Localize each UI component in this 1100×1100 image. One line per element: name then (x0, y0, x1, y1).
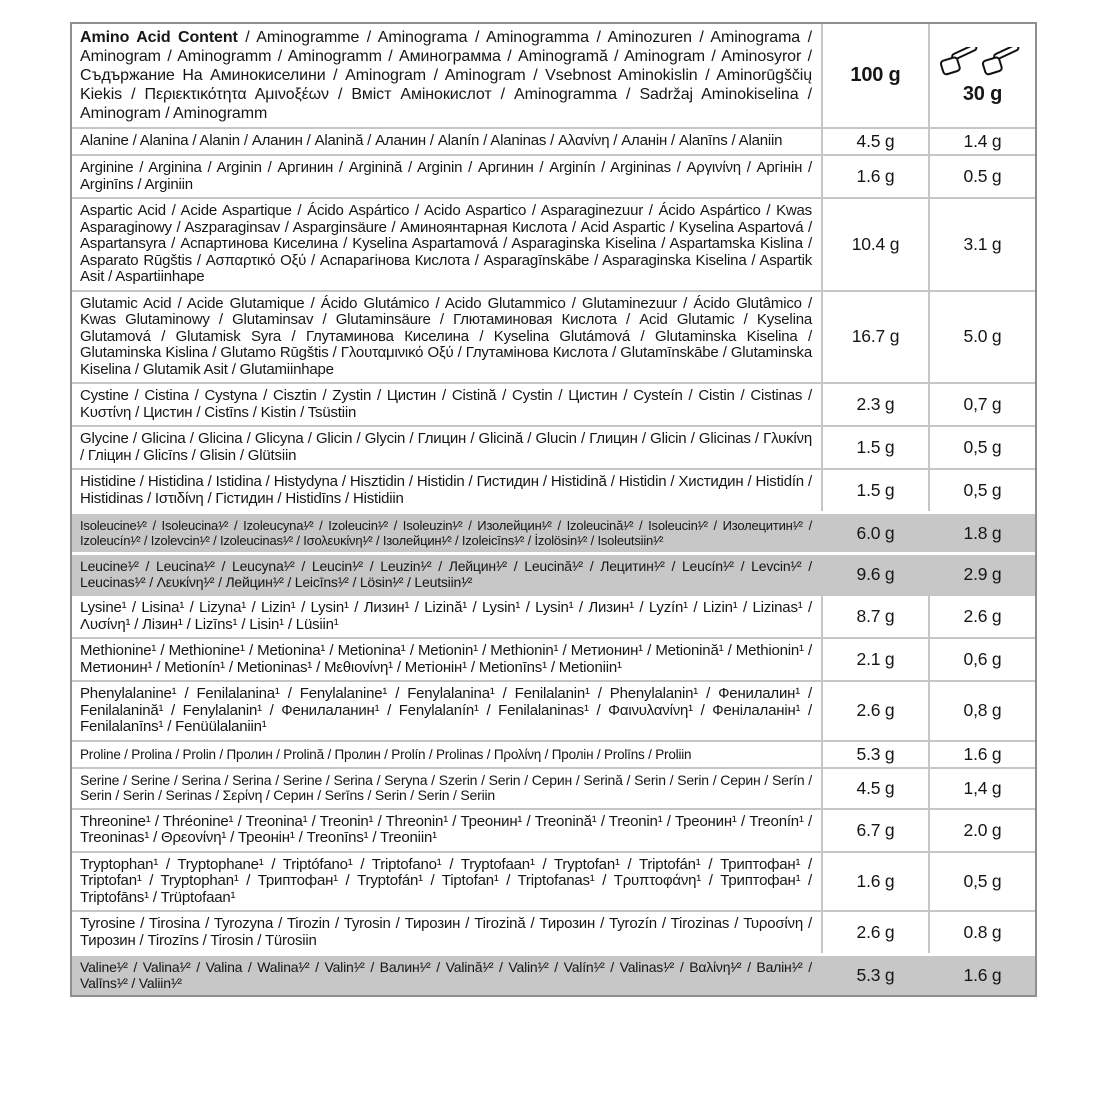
amino-acid-names: Glycine / Glicina / Glicina / Glicyna / Glicin / Glycin / Глицин / Glicină / Glucin / Глицин / Glicin / Glicinas / Γλυκίνη / Гліцин / Glicīns / Glisin / Glütsiin (80, 430, 812, 464)
table-row-proline (72, 740, 1035, 767)
amino-acid-names: Phenylalanine¹ / Fenilalanina¹ / Fenylalanine¹ / Fenylalanina¹ / Fenilalanin¹ / Phenylalanin¹ / Фенилалин¹ / Fenilalanină¹ / Fenylalanin¹ / Фенилаланин¹ / Fenylalanín¹ / Fenilalaninas¹ / Φαινυλανίνη¹ / Фенілаланін¹ / Fenilalanīns¹ / Fenüülalaniin¹ (80, 685, 812, 735)
column-header-100g (821, 24, 928, 127)
value-per-100g: 4.5 g (821, 129, 928, 154)
amino-acid-names: Tyrosine / Tirosina / Tyrozyna / Tirozin / Tyrosin / Тирозин / Tirozină / Тирозин / Tyrozín / Tirozinas / Τυροσίνη / Тирозин / Tirozīns / Tirosin / Türosiin (80, 915, 812, 949)
amino-acid-names-cell (72, 470, 821, 511)
table-row-cystine (72, 382, 1035, 425)
amino-acid-names: Isoleucine¹⁄² / Isoleucina¹⁄² / Izoleucyna¹⁄² / Izoleucin¹⁄² / Isoleuzin¹⁄² / Изолейцин¹⁄² / Izoleucină¹⁄² / Isoleucin¹⁄² / Изолецитин¹⁄² / Izoleucín¹⁄² / Izolevcin¹⁄² / Izoleucinas¹⁄² / Ισολευκίνη¹⁄² / Ізолейцин¹⁄² / Izoleicīns¹⁄² / İzolösin¹⁄² / Isoleutsiin¹⁄² (80, 518, 812, 548)
amino-acid-names: Valine¹⁄² / Valina¹⁄² / Valina / Walina¹⁄² / Valin¹⁄² / Валин¹⁄² / Valină¹⁄² / Valin¹⁄² / Valín¹⁄² / Valinas¹⁄² / Βαλίνη¹⁄² / Валін¹⁄² / Valīns¹⁄² / Valiin¹⁄² (80, 959, 812, 991)
table-header-row (72, 24, 1035, 127)
value-per-100g: 2.3 g (821, 384, 928, 425)
value-per-30g: 1.8 g (963, 522, 1002, 543)
column-header-100g-label: 100 g (850, 64, 901, 86)
value-per-100g: 4.5 g (821, 769, 928, 808)
amino-acid-names: Methionine¹ / Methionine¹ / Metionina¹ / Metionina¹ / Metionin¹ / Methionin¹ / Метионин¹ / Metionină¹ / Methionin¹ / Метионин¹ / Metionín¹ / Metioninas¹ / Μεθιονίνη¹ / Метіонін¹ / Metionīns¹ / Metioniin¹ (80, 642, 812, 676)
double-measuring-scoop-icon (940, 47, 1026, 81)
table-title-translations: / Aminogramme / Aminograma / Aminogramma / Aminozuren / Aminograma / Aminogram / Aminogramm / Aminogramm / Аминограмма / Aminogramă / Aminogram / Aminosyror / Съдържание На Аминокиселини / Aminogram / Aminogram / Vsebnost Aminokislin / Aminorūgščių Kiekis / Περιεκτικότητα Αμινοξέων / Вміст Амінокислот / Aminogramma / Sadržaj Aminokiselina / Aminogram / Aminogramm (80, 29, 812, 122)
value-per-100g: 10.4 g (821, 199, 928, 290)
amino-acid-names-cell (72, 912, 821, 953)
table-row-valine (72, 953, 1035, 995)
amino-acid-names-cell (72, 129, 821, 154)
amino-acid-names-cell (72, 769, 821, 808)
value-per-100g: 5.3 g (821, 742, 928, 767)
value-per-100g: 2.6 g (821, 682, 928, 740)
amino-acid-names: Leucine¹⁄² / Leucina¹⁄² / Leucyna¹⁄² / Leucin¹⁄² / Leuzin¹⁄² / Лейцин¹⁄² / Leucină¹⁄² / Лецитин¹⁄² / Leucín¹⁄² / Levcin¹⁄² / Leucinas¹⁄² / Λευκίνη¹⁄² / Лейцин¹⁄² / Leicīns¹⁄² / Lösin¹⁄² / Leutsiin¹⁄² (80, 558, 812, 590)
value-per-30g: 0,7 g (928, 384, 1035, 425)
value-per-100g: 5.3 g (856, 965, 895, 985)
value-per-100g: 1.6 g (821, 853, 928, 911)
value-per-100g: 9.6 g (856, 564, 895, 584)
amino-acid-names: Lysine¹ / Lisina¹ / Lizyna¹ / Lizin¹ / Lysin¹ / Лизин¹ / Lizină¹ / Lysin¹ / Lysin¹ / Лизин¹ / Lyzín¹ / Lizin¹ / Lizinas¹ / Λυσίνη¹ / Лізин¹ / Lizīns¹ / Lisin¹ / Lüsiin¹ (80, 599, 812, 633)
value-per-100g: 6.7 g (821, 810, 928, 851)
value-per-100g: 6.0 g (856, 522, 895, 543)
amino-acid-names-cell (72, 292, 821, 383)
value-per-30g: 2.0 g (928, 810, 1035, 851)
value-per-30g: 0,5 g (928, 427, 1035, 468)
value-per-100g: 2.1 g (821, 639, 928, 680)
amino-acid-names-cell (72, 742, 821, 767)
table-row-threonine (72, 808, 1035, 851)
column-header-30g-label: 30 g (962, 83, 1003, 105)
amino-acid-names-cell (72, 956, 821, 995)
value-per-30g: 0.5 g (928, 156, 1035, 197)
value-per-100g: 2.6 g (821, 912, 928, 953)
amino-acid-names-cell (72, 514, 821, 552)
value-per-100g: 1.5 g (821, 470, 928, 511)
value-per-30g: 1.4 g (928, 129, 1035, 154)
amino-acid-names: Tryptophan¹ / Tryptophane¹ / Triptófano¹ / Triptofano¹ / Tryptofaan¹ / Tryptofan¹ / Triptofán¹ / Триптофан¹ / Triptofan¹ / Tryptophan¹ / Триптофан¹ / Tryptofán¹ / Tiptofan¹ / Triptofanas¹ / Τρυπτοφάνη¹ / Триптофан¹ / Triptofāns¹ / Trüptofaan¹ (80, 855, 812, 906)
value-per-100g: 1.6 g (821, 156, 928, 197)
value-per-30g: 1.6 g (928, 742, 1035, 767)
amino-acid-names: Histidine / Histidina / Istidina / Histydyna / Hisztidin / Histidin / Гистидин / Histidină / Histidin / Хистидин / Histidín / Histidinas / Ιστιδίνη / Гістидин / Histidīns / Histidiin (80, 473, 812, 507)
value-per-100g: 8.7 g (821, 596, 928, 637)
amino-acid-content-table (70, 22, 1037, 997)
amino-acid-names: Alanine / Alanina / Alanin / Аланин / Alanină / Аланин / Alanín / Alaninas / Αλανίνη / Аланін / Alanīns / Alaniin (80, 132, 783, 150)
amino-acid-names-cell (72, 156, 821, 197)
amino-acid-names-cell (72, 853, 821, 911)
value-per-30g: 0,8 g (928, 682, 1035, 740)
amino-acid-names: Cystine / Cistina / Cystyna / Cisztin / Zystin / Цистин / Cistină / Cystin / Цистин / Cysteín / Cistin / Cistinas / Κυστίνη / Цистин / Cistīns / Kistin / Tsüstiin (80, 387, 812, 421)
value-per-100g: 16.7 g (821, 292, 928, 383)
table-title-bold: Amino Acid Content (80, 29, 238, 46)
amino-acid-names: Threonine¹ / Thréonine¹ / Treonina¹ / Treonin¹ / Threonin¹ / Треонин¹ / Treonină¹ / Treonin¹ / Треонин¹ / Treonín¹ / Treoninas¹ / Θρεονίνη¹ / Треонін¹ / Treonīns¹ / Treoniin¹ (80, 812, 812, 846)
value-per-30g: 1.6 g (963, 965, 1002, 985)
table-row-leucine (72, 552, 1035, 594)
value-per-30g: 0.8 g (928, 912, 1035, 953)
value-per-30g: 0,5 g (928, 470, 1035, 511)
amino-acid-names-cell (72, 384, 821, 425)
amino-acid-names-cell (72, 427, 821, 468)
table-row-methionine (72, 637, 1035, 680)
amino-acid-names: Aspartic Acid / Acide Aspartique / Ácido Aspártico / Acido Aspartico / Asparaginezuur / Ácido Aspártico / Kwas Asparaginowy / Aszparaginsav / Asparginsäure / Аминоянтарная Кислота / Acid Aspartic / Kyselina Aspartová / Aspartansyra / Аспартинова Киселина / Kyselina Aspartamová / Asparaginska Kiselina / Aspartamska Kislina / Asparato Rūgštis / Ασπαρτικό Οξύ / Аспарагінова Кислота / Asparagīnskābe / Asparaginska Kiselina / Aspartik Asit / Aspartiinhape (80, 202, 812, 285)
value-per-30g: 0,6 g (928, 639, 1035, 680)
table-row-arginine (72, 154, 1035, 197)
table-title-cell (72, 24, 821, 127)
table-row-tryptophan (72, 851, 1035, 911)
value-per-30g: 2.6 g (928, 596, 1035, 637)
table-row-glycine (72, 425, 1035, 468)
amino-acid-names: Proline / Prolina / Prolin / Пролин / Prolină / Пролин / Prolín / Prolinas / Προλίνη / Пролін / Prolīns / Proliin (80, 746, 692, 762)
column-header-30g (928, 24, 1035, 127)
amino-acid-names-cell (72, 596, 821, 637)
value-per-30g: 2.9 g (963, 564, 1002, 584)
table-row-alanine (72, 127, 1035, 154)
table-title (80, 28, 812, 123)
value-per-100g: 1.5 g (821, 427, 928, 468)
amino-acid-names-cell (72, 810, 821, 851)
amino-acid-names-cell (72, 555, 821, 594)
amino-acid-names: Arginine / Arginina / Arginin / Аргинин / Arginină / Arginin / Аргинин / Arginín / Argininas / Αργινίνη / Аргінін / Arginīns / Arginiin (80, 159, 812, 193)
table-row-aspartic-acid (72, 197, 1035, 290)
amino-acid-names-cell (72, 199, 821, 290)
table-row-phenylalanine (72, 680, 1035, 740)
amino-acid-names-cell (72, 639, 821, 680)
table-row-tyrosine (72, 910, 1035, 953)
table-row-isoleucine (72, 511, 1035, 552)
table-row-serine (72, 767, 1035, 808)
amino-acid-names: Serine / Serine / Serina / Serina / Serine / Serina / Seryna / Szerin / Serin / Серин / Serină / Serin / Serin / Серин / Serín / Serin / Serin / Serinas / Σερίνη / Серин / Serīns / Serin / Serin / Seriin (80, 771, 812, 803)
table-row-lysine (72, 594, 1035, 637)
amino-acid-names: Glutamic Acid / Acide Glutamique / Ácido Glutámico / Acido Glutammico / Glutaminezuur / Ácido Glutâmico / Kwas Glutaminowy / Glutaminsav / Glutaminsäure / Глютаминовая Кислота / Acid Glutamic / Kyselina Glutamová / Glutamisk Syra / Глутаминова Киселина / Kyselina Glutámová / Glutaminska Kiselina / Glutaminska Kislina / Glutamo Rūgštis / Γλουταμινικό Οξύ / Глутамінова Кислота / Glutamīnskābe / Glutaminska Kiselina / Glutamik Asit / Glutamiinhape (80, 294, 812, 378)
table-row-histidine (72, 468, 1035, 511)
value-per-30g: 1,4 g (928, 769, 1035, 808)
value-per-30g: 0,5 g (928, 853, 1035, 911)
value-per-30g: 3.1 g (928, 199, 1035, 290)
value-per-30g: 5.0 g (928, 292, 1035, 383)
amino-acid-names-cell (72, 682, 821, 740)
table-row-glutamic-acid (72, 290, 1035, 383)
